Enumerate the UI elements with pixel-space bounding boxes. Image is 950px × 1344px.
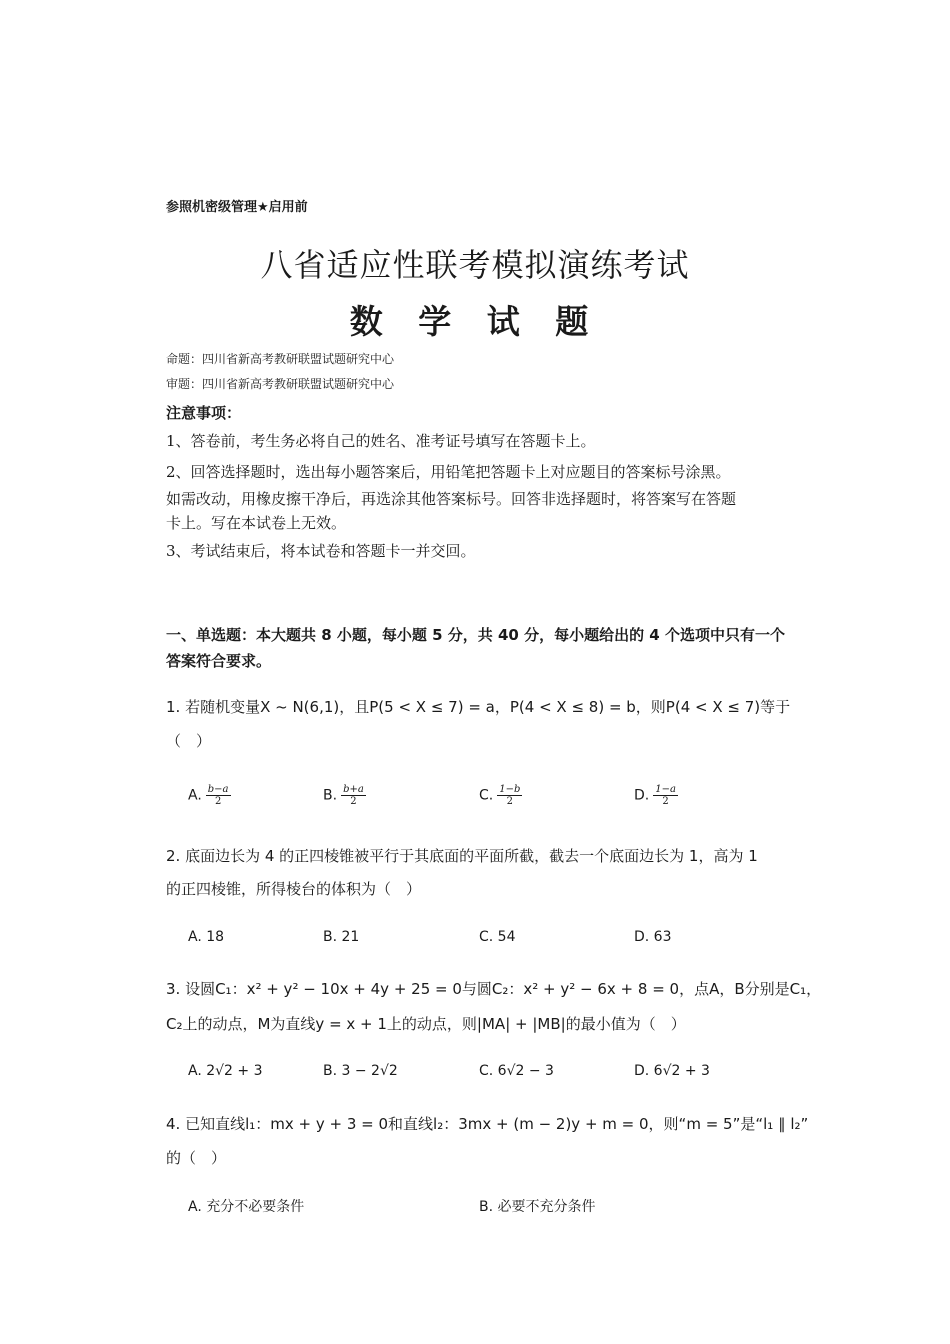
notice-item-2-line2: 如需改动，用橡皮擦干净后，再选涂其他答案标号。回答非选择题时，将答案写在答题 <box>166 490 737 508</box>
option-letter: B. <box>323 787 338 804</box>
q3-option-c: C. 6√2 − 3 <box>479 1063 554 1079</box>
q4-option-b: B. 必要不充分条件 <box>479 1199 596 1215</box>
proposer-line: 命题：四川省新高考教研联盟试题研究中心 <box>166 352 395 366</box>
q2-option-b: B. 21 <box>323 929 360 945</box>
fraction: $\frac{1-a}{2}$ <box>655 784 676 807</box>
q1-option-b <box>323 784 366 807</box>
question-1-line2: （ ） <box>166 732 212 750</box>
option-letter: D. <box>634 787 650 804</box>
question-2-line2: 的正四棱锥，所得棱台的体积为（ ） <box>166 880 422 898</box>
q4-option-a: A. 充分不必要条件 <box>188 1199 305 1215</box>
option-letter: A. <box>188 787 202 804</box>
section-heading-line2: 答案符合要求。 <box>166 652 272 670</box>
notice-item-1: 1、答卷前，考生务必将自己的姓名、准考证号填写在答题卡上。 <box>166 432 596 450</box>
notice-heading: 注意事项： <box>166 404 242 422</box>
question-1-line1: 1. 若随机变量X ~ N(6,1)，且P(5 < X ≤ 7) = a，P(4 < X ≤ 8) = b，则P(4 < X ≤ 7)等于 <box>166 698 791 716</box>
fraction: $\frac{b+a}{2}$ <box>343 784 364 807</box>
q1-option-a <box>188 784 231 807</box>
exam-subtitle: 数 学 试 题 <box>349 302 601 341</box>
question-3-line1: 3. 设圆C₁：x² + y² − 10x + 4y + 25 = 0与圆C₂：x² + y² − 6x + 8 = 0，点A，B分别是C₁， <box>166 980 822 998</box>
q2-option-a: A. 18 <box>188 929 225 945</box>
q3-option-a: A. 2√2 + 3 <box>188 1063 263 1079</box>
secret-label: 参照机密级管理★启用前 <box>166 200 308 215</box>
q3-option-d: D. 6√2 + 3 <box>634 1063 710 1079</box>
q1-option-c <box>479 784 522 807</box>
question-4-line1: 4. 已知直线l₁：mx + y + 3 = 0和直线l₂：3mx + (m − 2)y + m = 0，则“m = 5”是“l₁ ∥ l₂” <box>166 1115 809 1133</box>
notice-item-2-line3: 卡上。写在本试卷上无效。 <box>166 514 347 532</box>
exam-title: 八省适应性联考模拟演练考试 <box>260 246 690 284</box>
fraction: $\frac{1-b}{2}$ <box>499 784 521 807</box>
option-letter: C. <box>479 787 494 804</box>
q2-option-c: C. 54 <box>479 929 516 945</box>
question-4-line2: 的（ ） <box>166 1149 227 1167</box>
section-heading-line1: 一、单选题：本大题共 8 小题，每小题 5 分，共 40 分，每小题给出的 4 个选项中只有一个 <box>166 626 785 644</box>
question-2-line1: 2. 底面边长为 4 的正四棱锥被平行于其底面的平面所截，截去一个底面边长为 1，高为 1 <box>166 847 758 865</box>
notice-item-3: 3、考试结束后，将本试卷和答题卡一并交回。 <box>166 542 476 560</box>
q3-option-b: B. 3 − 2√2 <box>323 1063 398 1079</box>
q2-option-d: D. 63 <box>634 929 672 945</box>
notice-item-2-line1: 2、回答选择题时，选出每小题答案后，用铅笔把答题卡上对应题目的答案标号涂黑。 <box>166 463 731 481</box>
question-3-line2: C₂上的动点，M为直线y = x + 1上的动点，则|MA| + |MB|的最小值为（ ） <box>166 1015 686 1033</box>
q1-option-d <box>634 784 678 807</box>
fraction: $\frac{b-a}{2}$ <box>207 784 229 807</box>
reviewer-line: 审题：四川省新高考教研联盟试题研究中心 <box>166 377 395 391</box>
